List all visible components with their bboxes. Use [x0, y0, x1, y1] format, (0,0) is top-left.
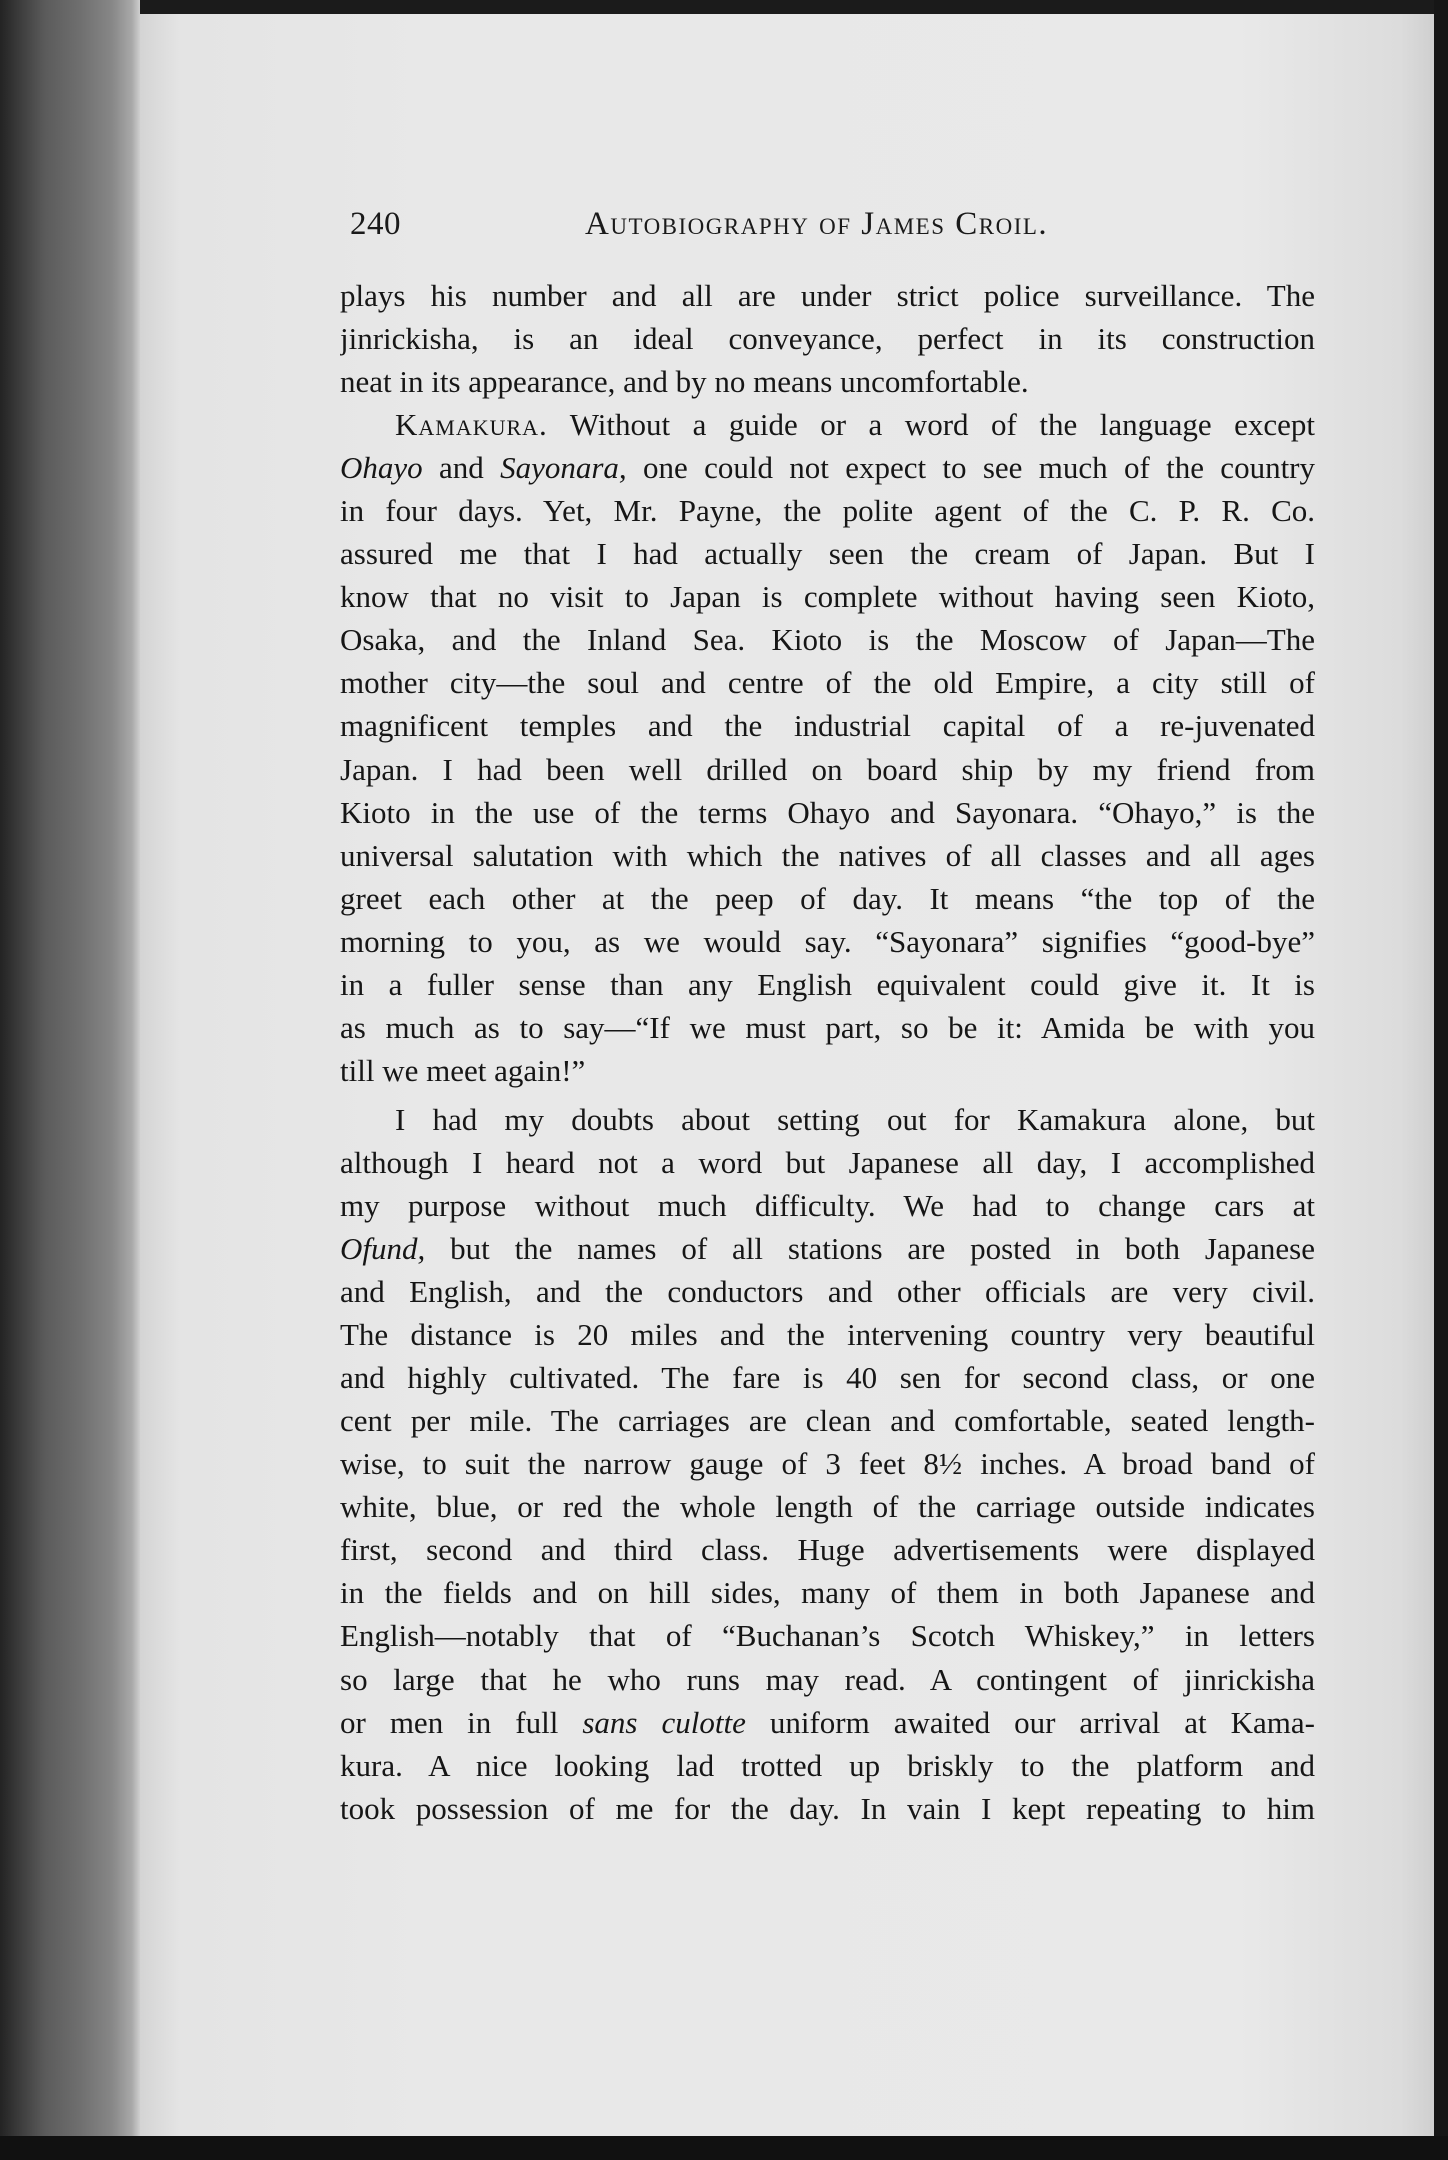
text-line: Kioto in the use of the terms Ohayo and Sayonara. “Ohayo,” is the — [340, 794, 1315, 830]
section-heading: Kamakura. — [395, 407, 548, 443]
text-line: universal salutation with which the natives of all classes and all ages — [340, 837, 1315, 873]
text-line: first, second and third class. Huge advertisements were displayed — [340, 1532, 1315, 1568]
text-line: in a fuller sense than any English equivalent could give it. It is — [340, 966, 1315, 1002]
text-line: as much as to say—“If we must part, so be it: Amida be with you — [340, 1009, 1315, 1045]
text-line: Japan. I had been well drilled on board ship by my friend from — [340, 751, 1315, 787]
text-line: morning to you, as we would say. “Sayonara” signifies “good-bye” — [340, 923, 1315, 959]
text-line: Kamakura. Without a guide or a word of the language except — [395, 407, 1315, 443]
text-line: The distance is 20 miles and the intervening country very beautiful — [340, 1317, 1315, 1353]
text-line: I had my doubts about setting out for Kamakura alone, but — [395, 1101, 1315, 1137]
page-header — [350, 206, 1330, 256]
text-line: cent per mile. The carriages are clean and comfortable, seated length- — [340, 1403, 1315, 1439]
text-line: or men in full sans culotte uniform awaited our arrival at Kama- — [340, 1704, 1315, 1740]
text-line: Osaka, and the Inland Sea. Kioto is the Moscow of Japan—The — [340, 622, 1315, 658]
page-number: 240 — [350, 206, 401, 242]
text-line: and highly cultivated. The fare is 40 sen for second class, or one — [340, 1360, 1315, 1396]
scan-edge-bottom — [0, 2136, 1448, 2160]
text-line: white, blue, or red the whole length of the carriage outside indicates — [340, 1489, 1315, 1525]
book-spine — [0, 0, 140, 2160]
text-line: so large that he who runs may read. A contingent of jinrickisha — [340, 1661, 1315, 1697]
text-line: in four days. Yet, Mr. Payne, the polite agent of the C. P. R. Co. — [340, 493, 1315, 529]
text-line: know that no visit to Japan is complete without having seen Kioto, — [340, 579, 1315, 615]
body-text — [340, 274, 1315, 1830]
text-line: till we meet again!” — [340, 1052, 586, 1088]
text-line: neat in its appearance, and by no means uncomfortable. — [340, 364, 1029, 400]
text-line: magnificent temples and the industrial capital of a re-juvenated — [340, 708, 1315, 744]
text-line: greet each other at the peep of day. It means “the top of the — [340, 880, 1315, 916]
text-line: assured me that I had actually seen the cream of Japan. But I — [340, 536, 1315, 572]
text-line: kura. A nice looking lad trotted up briskly to the platform and — [340, 1747, 1315, 1783]
text-line: plays his number and all are under strict police surveillance. The — [340, 278, 1315, 313]
text-line: and English, and the conductors and other officials are very civil. — [340, 1274, 1315, 1310]
text-line: in the fields and on hill sides, many of them in both Japanese and — [340, 1575, 1315, 1611]
running-title: Autobiography of James Croil. — [585, 206, 1049, 242]
text-line: mother city—the soul and centre of the old Empire, a city still of — [340, 665, 1315, 701]
text-line: took possession of me for the day. In vain I kept repeating to him — [340, 1790, 1315, 1826]
text-line: English—notably that of “Buchanan’s Scotch Whiskey,” in letters — [340, 1618, 1315, 1654]
text-line: my purpose without much difficulty. We had to change cars at — [340, 1187, 1315, 1223]
text-line: Ofund, but the names of all stations are posted in both Japanese — [340, 1231, 1315, 1267]
text-line: wise, to suit the narrow gauge of 3 feet 8½ inches. A broad band of — [340, 1446, 1315, 1482]
text-line: although I heard not a word but Japanese all day, I accomplished — [340, 1144, 1315, 1180]
text-line: jinrickisha, is an ideal conveyance, perfect in its construction — [340, 321, 1315, 357]
scan-edge-right — [1434, 0, 1448, 2160]
text-line: Ohayo and Sayonara, one could not expect to see much of the country — [340, 450, 1315, 486]
